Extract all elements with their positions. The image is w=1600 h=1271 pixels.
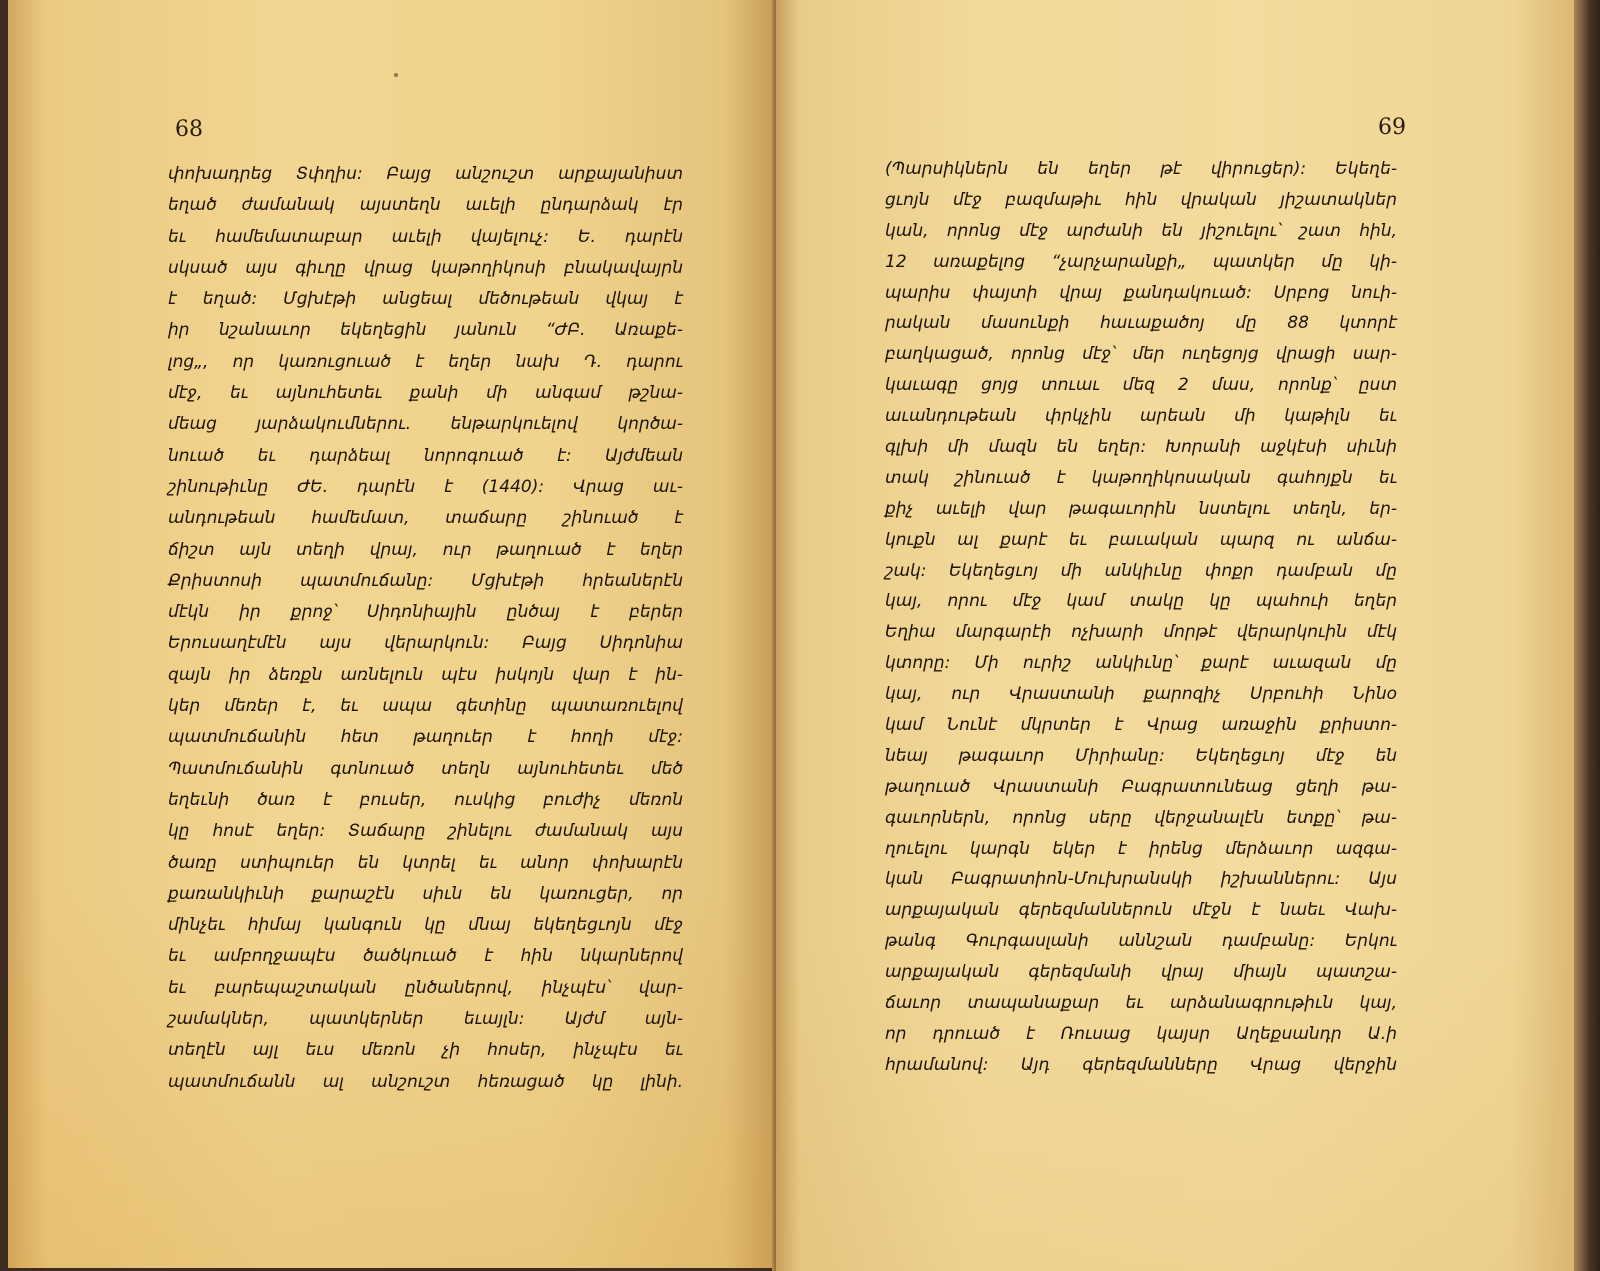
text-line: շինութիւնը ԺԵ. դարէն է (1440): Վրաց աւ- (168, 476, 683, 497)
text-line: (Պարսիկներն են եղեր թէ վիրուցեր): Եկեղե- (885, 159, 1397, 179)
page-number: 68 (175, 117, 203, 142)
text-line: թանգ Գուրգասլանի աննշան դամբանը: Երկու (885, 931, 1397, 952)
text-line: կուքն ալ քարէ եւ բաւական պարզ ու անճա- (885, 529, 1397, 550)
text-line: պարիս փայտի վրայ քանդակուած: Սրբոց նուի- (885, 282, 1397, 303)
text-line: Քրիստոսի պատմուճանը: Մցխէթի հրեաներէն (168, 570, 683, 591)
text-line: մէկն իր քրոջ՝ Սիդոնիային ընծայ է բերեր (168, 602, 683, 623)
text-line: Եղիա մարգարէի ոչխարի մորթէ վերարկուին մէկ (885, 622, 1397, 643)
text-line: ճիշտ այն տեղի վրայ, ուր թաղուած է եղեր (168, 539, 683, 560)
text-line: ճաւոր տապանաքար եւ արձանագրութիւն կայ, (885, 993, 1397, 1014)
text-line: քիչ աւելի վար թագաւորին նստելու տեղն, եր- (885, 498, 1397, 519)
text-line: պատմուճանին հետ թաղուեր է հողի մէջ: (168, 727, 683, 748)
text-line: գաւորներն, որոնց սերը վերջանալէն ետքը՝ թա- (885, 807, 1397, 828)
text-line: լոց„, որ կառուցուած է եղեր նախ Դ. դարու (168, 351, 683, 372)
page-text (885, 154, 1397, 1081)
text-line: կան, որոնց մէջ արժանի են յիշուելու՝ շատ հին, (885, 220, 1397, 241)
text-line: եւ բարեպաշտական ընծաներով, ինչպէս՝ վար- (168, 977, 683, 998)
text-line: կայ, ուր Վրաստանի քարոզիչ Սրբուհի Նինօ (885, 684, 1397, 705)
text-line: զայն իր ձեռքն առնելուն պէս իսկոյն վար է ին- (168, 664, 683, 685)
right-page (776, 0, 1574, 1271)
text-line: Երուսաղէմէն այս վերարկուն: Բայց Սիդոնիա (168, 633, 683, 654)
text-line: եղեւնի ծառ է բուսեր, ուսկից բուժիչ մեռոն (168, 789, 683, 810)
text-line: կաւագը ցոյց տուաւ մեզ 2 մաս, որոնք՝ ըստ (885, 375, 1397, 396)
text-line: թաղուած Վրաստանի Բագրատունեաց ցեղի թա- (885, 776, 1397, 797)
text-line: կեր մեռեր է, եւ ապա գետինը պատառուելով (168, 696, 683, 717)
text-line: գլխի մի մազն են եղեր: Խորանի աջկէսի սիւնի (885, 437, 1397, 458)
text-line: շամակներ, պատկերներ եւայլն: Այժմ այն- (168, 1009, 683, 1030)
text-line: մեաց յարձակումներու. ենթարկուելով կործա- (168, 414, 683, 435)
text-line: նեայ թագաւոր Միրիանը: Եկեղեցւոյ մէջ են (885, 745, 1397, 766)
text-line: կայ, որու մէջ կամ տակը կը պահուի եղեր (885, 591, 1397, 612)
page-number: 69 (1378, 115, 1406, 140)
text-line: ղուելու կարգն եկեր է իրենց մերձաւոր ազգա- (885, 838, 1397, 859)
text-line: կը հոսէ եղեր: Տաճարը շինելու ժամանակ այս (168, 821, 683, 842)
text-line: շակ: Եկեղեցւոյ մի անկիւնը փոքր դամբան մը (885, 560, 1397, 581)
text-line: կտորը: Մի ուրիշ անկիւնը՝ քարէ աւազան մը (885, 653, 1397, 674)
text-line: 12 առաքելոց “չարչարանքի„ պատկեր մը կի- (885, 251, 1397, 272)
left-page (8, 0, 778, 1268)
text-line: իր նշանաւոր եկեղեցին յանուն “ԺԲ. Առաքե- (168, 320, 683, 341)
text-line: Պատմուճանին գտնուած տեղն այնուհետեւ մեծ (168, 758, 683, 779)
text-line: եղած ժամանակ այստեղն աւելի ընդարձակ էր (168, 195, 683, 216)
text-line: սկսած այս գիւղը վրաց կաթողիկոսի բնակավայրն (168, 257, 683, 278)
text-line: աւանդութեան փրկչին արեան մի կաթիլն եւ (885, 406, 1397, 427)
text-line: կան Բագրատիոն-Մուխրանսկի իշխաններու: Այս (885, 869, 1397, 890)
text-line: պատմուճանն ալ անշուշտ հեռացած կը լինի. (168, 1071, 683, 1092)
text-line: արքայական գերեզմանի վրայ միայն պատշա- (885, 962, 1397, 983)
ink-dot (394, 73, 398, 77)
text-line: կամ Նունէ մկրտեր է Վրաց առաջին քրիստո- (885, 715, 1397, 736)
text-line: անդութեան համեմատ, տաճարը շինուած է (168, 508, 683, 529)
text-line: արքայական գերեզմաններուն մէջն է նաեւ Վախ- (885, 900, 1397, 921)
page-text (168, 159, 683, 1098)
page-edges (1574, 0, 1600, 1271)
text-line: ցւոյն մէջ բազմաթիւ հին վրական յիշատակներ (885, 189, 1397, 210)
text-line: հրամանով: Այդ գերեզմանները Վրաց վերջին (885, 1054, 1397, 1075)
text-line: ծառը ստիպուեր են կտրել եւ անոր փոխարէն (168, 852, 683, 873)
text-line: տեղէն այլ եւս մեռոն չի հոսեր, ինչպէս եւ (168, 1040, 683, 1061)
text-line: բաղկացած, որոնց մէջ՝ մեր ուղեցոյց վրացի սար- (885, 344, 1397, 365)
text-line: որ դրուած է Ռուսաց կայսր Աղեքսանդր Ա.ի (885, 1023, 1397, 1044)
text-line: րական մասունքի հաւաքածոյ մը 88 կտորէ (885, 313, 1397, 334)
text-line: նուած եւ դարձեալ նորոգուած է: Այժմեան (168, 445, 683, 466)
text-line: եւ ամբողջապէս ծածկուած է հին նկարներով (168, 946, 683, 967)
text-line: քառանկիւնի քարաշէն սիւն են կառուցեր, որ (168, 883, 683, 904)
text-line: եւ համեմատաբար աւելի վայելուչ: Ե. դարէն (168, 226, 683, 247)
text-line: մինչեւ հիմայ կանգուն կը մնայ եկեղեցւոյն մէջ (168, 915, 683, 936)
text-line: է եղած: Մցխէթի անցեալ մեծութեան վկայ է (168, 289, 683, 310)
text-line: մէջ, եւ այնուհետեւ քանի մի անգամ թշնա- (168, 383, 683, 404)
text-line: տակ շինուած է կաթողիկոսական գահոյքն եւ (885, 467, 1397, 488)
text-line: փոխադրեց Տփղիս: Բայց անշուշտ արքայանիստ (168, 164, 683, 184)
